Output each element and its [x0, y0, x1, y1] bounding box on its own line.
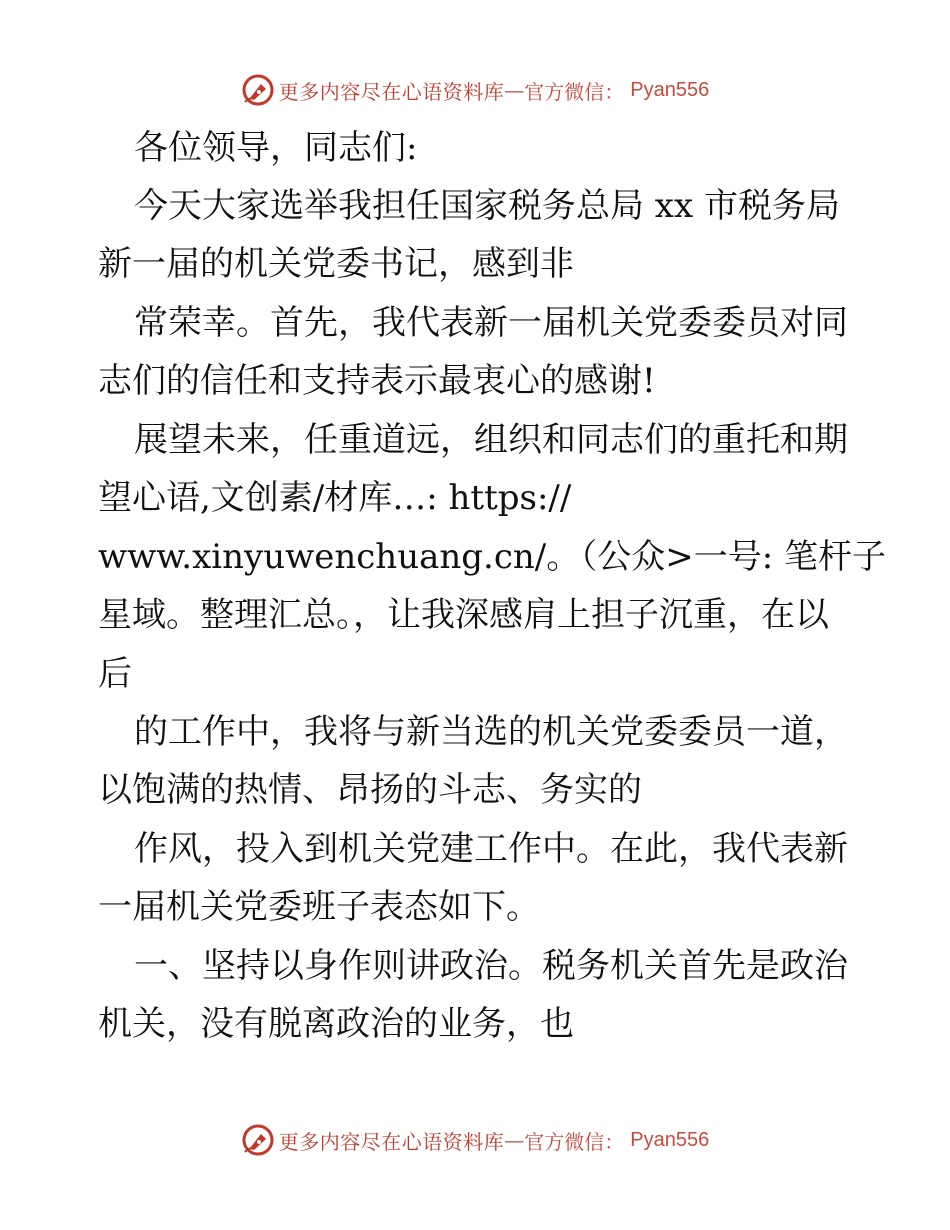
body-line: www.xinyuwenchuang.cn/。（公众>一号: 笔杆子: [98, 537, 886, 577]
body-line: 常荣幸。首先，我代表新一届机关党委委员对同: [134, 303, 848, 343]
body-line: 后: [98, 654, 132, 694]
footer-banner-wechat-label: 官方微信：: [524, 1129, 625, 1154]
body-line: 各位领导，同志们:: [134, 128, 418, 168]
body-line: 志们的信任和支持表示最衷心的感谢!: [98, 361, 656, 401]
footer-banner: [0, 1120, 950, 1160]
header-banner-title: 更多内容尽在心语资料库: [278, 79, 505, 104]
body-line: 机关，没有脱离政治的业务，也: [98, 1004, 574, 1044]
body-line: 展望未来，任重道远，组织和同志们的重托和期: [134, 420, 848, 460]
body-line: 新一届的机关党委书记，感到非: [98, 244, 574, 284]
body-line: 一届机关党委班子表态如下。: [98, 887, 540, 927]
footer-banner-wechat-id: Pyan556: [630, 1128, 710, 1151]
body-line: 今天大家选举我担任国家税务总局 xx 市税务局: [134, 186, 840, 226]
body-line: 星域。整理汇总。，让我深感肩上担子沉重，在以: [98, 595, 829, 635]
footer-banner-separator: —: [504, 1128, 525, 1152]
body-line: 的工作中，我将与新当选的机关党委委员一道，: [134, 712, 848, 752]
body-line: 以饱满的热情、昂扬的斗志、务实的: [98, 770, 642, 810]
header-banner-wechat-id: Pyan556: [630, 78, 710, 101]
header-banner-separator: —: [504, 78, 525, 102]
body-line: 作风，投入到机关党建工作中。在此，我代表新: [134, 829, 848, 869]
pen-nib-logo-icon: [241, 1123, 275, 1157]
footer-banner-title: 更多内容尽在心语资料库: [278, 1129, 505, 1154]
body-line: 望心语,文创素/材库…: https://: [98, 478, 572, 518]
body-line: 一、坚持以身作则讲政治。税务机关首先是政治: [134, 946, 848, 986]
header-banner-wechat-label: 官方微信：: [524, 79, 625, 104]
